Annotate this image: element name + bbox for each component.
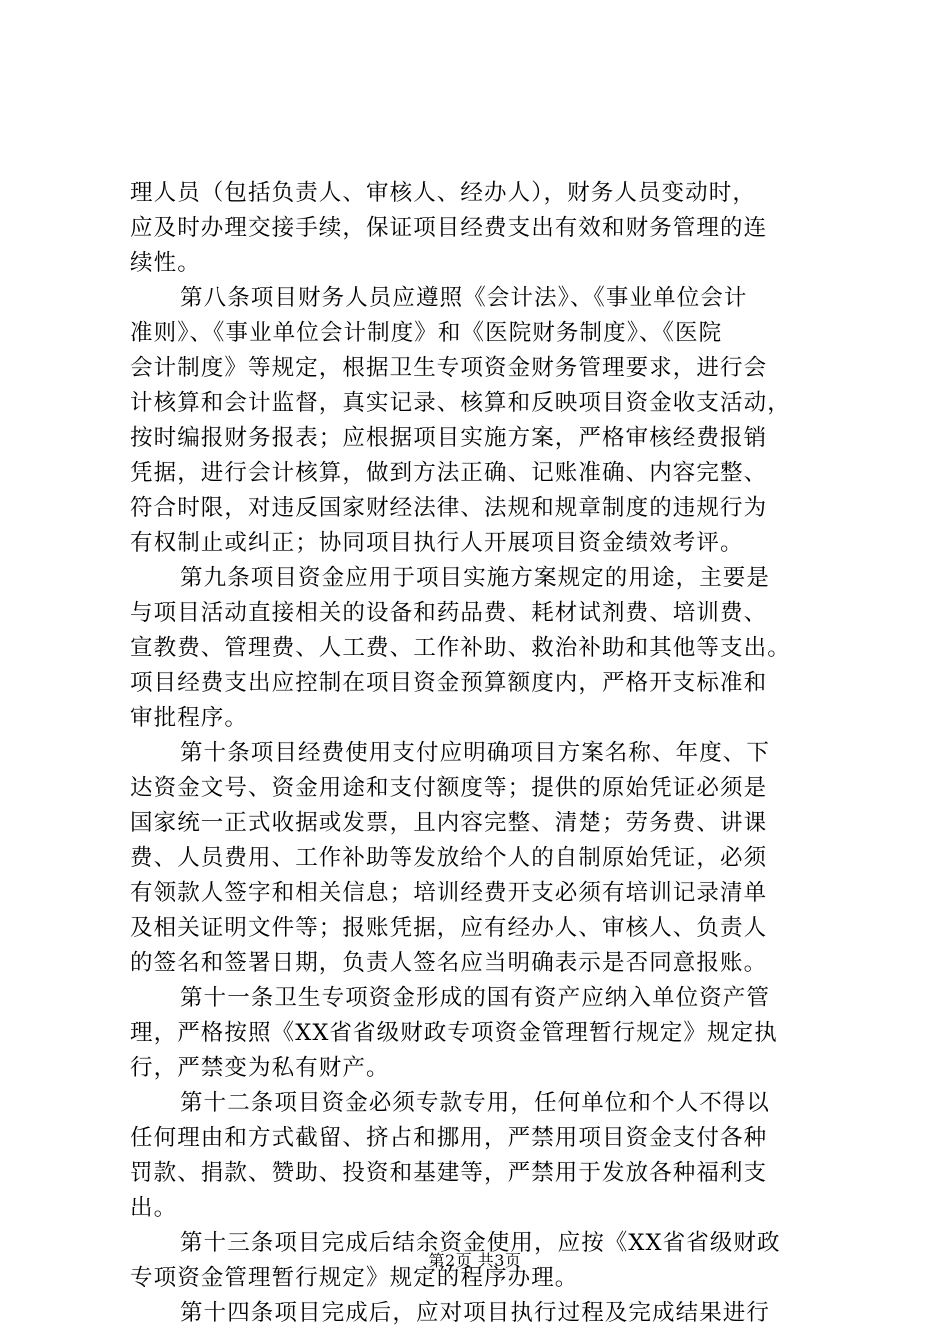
text-line: 凭据，进行会计核算，做到方法正确、记账准确、内容完整、 <box>130 460 768 486</box>
text-line: 计核算和会计监督，真实记录、核算和反映项目资金收支活动， <box>130 390 791 416</box>
text-line: 理，严格按照《XX省省级财政专项资金管理暂行规定》规定执 <box>130 1020 778 1046</box>
page-footer <box>0 1248 950 1271</box>
text-line: 理人员（包括负责人、审核人、经办人），财务人员变动时， <box>130 180 756 206</box>
text-line: 会计制度》等规定，根据卫生专项资金财务管理要求，进行会 <box>130 355 768 381</box>
text-line: 有领款人签字和相关信息；培训经费开支必须有培训记录清单 <box>130 880 768 906</box>
text-line: 专项资金管理暂行规定》规定的程序办理。 <box>130 1265 579 1291</box>
paragraph-start-line: 第十三条项目完成后结余资金使用，应按《XX省省级财政 <box>180 1230 781 1256</box>
text-lines <box>130 176 830 1331</box>
paragraph-start-line: 第十条项目经费使用支付应明确项目方案名称、年度、下 <box>180 740 771 766</box>
paragraph-start-line: 第十二条项目资金必须专款专用，任何单位和个人不得以 <box>180 1090 771 1116</box>
text-line: 准则》、《事业单位会计制度》和《医院财务制度》、《医院 <box>130 320 723 346</box>
text-line: 国家统一正式收据或发票，且内容完整、清楚；劳务费、讲课 <box>130 810 768 836</box>
text-line: 宣教费、管理费、人工费、工作补助、救治补助和其他等支出。 <box>130 635 791 661</box>
text-line: 审批程序。 <box>130 705 249 731</box>
text-line: 费、人员费用、工作补助等发放给个人的自制原始凭证，必须 <box>130 845 768 871</box>
text-line: 达资金文号、资金用途和支付额度等；提供的原始凭证必须是 <box>130 775 768 801</box>
paragraph-start-line: 第八条项目财务人员应遵照《会计法》、《事业单位会计 <box>180 285 748 311</box>
text-line: 及相关证明文件等；报账凭据，应有经办人、审核人、负责人 <box>130 915 768 941</box>
text-line: 出。 <box>130 1195 178 1221</box>
text-line: 续性。 <box>130 250 201 276</box>
text-line: 任何理由和方式截留、挤占和挪用，严禁用项目资金支付各种 <box>130 1125 768 1151</box>
text-line: 的签名和签署日期，负责人签名应当明确表示是否同意报账。 <box>130 950 768 976</box>
text-line: 与项目活动直接相关的设备和药品费、耗材试剂费、培训费、 <box>130 600 768 626</box>
page-number-label: 第2页 共3页 <box>428 1251 522 1270</box>
text-line: 按时编报财务报表；应根据项目实施方案，严格审核经费报销 <box>130 425 768 451</box>
text-line: 符合时限，对违反国家财经法律、法规和规章制度的违规行为 <box>130 495 768 521</box>
text-line: 罚款、捐款、赞助、投资和基建等，严禁用于发放各种福利支 <box>130 1160 768 1186</box>
paragraph-start-line: 第十四条项目完成后，应对项目执行过程及完成结果进行 <box>180 1300 771 1326</box>
text-line: 有权制止或纠正；协同项目执行人开展项目资金绩效考评。 <box>130 530 744 556</box>
text-line: 应及时办理交接手续，保证项目经费支出有效和财务管理的连 <box>130 215 768 241</box>
paragraph-start-line: 第十一条卫生专项资金形成的国有资产应纳入单位资产管 <box>180 985 771 1011</box>
text-line: 项目经费支出应控制在项目资金预算额度内，严格开支标准和 <box>130 670 768 696</box>
paragraph-start-line: 第九条项目资金应用于项目实施方案规定的用途，主要是 <box>180 565 771 591</box>
document-body <box>130 176 830 1331</box>
text-line: 行，严禁变为私有财产。 <box>130 1055 390 1081</box>
